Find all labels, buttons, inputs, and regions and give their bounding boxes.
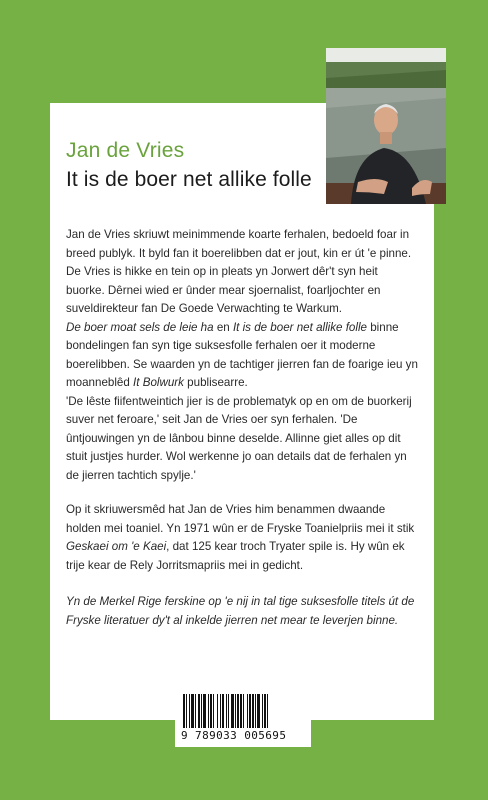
barcode-bar (231, 694, 234, 728)
barcode-bar (195, 694, 196, 728)
blurb-text (66, 226, 418, 630)
barcode-bar (203, 694, 206, 728)
barcode-bar (208, 694, 209, 728)
author-name: Jan de Vries (66, 139, 185, 162)
barcode-bar (201, 694, 202, 728)
author-photo (326, 48, 446, 204)
blurb-paragraph-bio: Jan de Vries skriuwt meinimmende koarte ferhalen, bedoeld foar in breed publyk. It byld fan it boerelibben dat er jout, kin er út 'e pinne. De Vries is hikke en tein op in pleats yn Jorwert dêr't syn heit buorke. Dêrnei wied er ûnder mear sjoernalist, foarljochter en suveldirekteur fan De Goede Verwachting te Warkum. (66, 228, 412, 315)
barcode-bar (186, 694, 187, 728)
barcode-bars (183, 694, 303, 728)
barcode-bar (210, 694, 212, 728)
barcode-bar (189, 694, 190, 728)
blurb-quote: 'De lêste fiifentweintich jier is de problematyk op en om de buorkerij suver net feroare,' seit Jan de Vries oer syn ferhalen. 'De ûntjouwingen yn de lânbou binne deselde. Allinne giet alles op dit stuit justjes hurder. Wol werkenne jo oan details dat de ferhalen yn de jierren tachtich spylje.' (66, 394, 412, 482)
barcode-bar (228, 694, 229, 728)
barcode-bar (237, 694, 239, 728)
barcode-bar (220, 694, 221, 728)
barcode-bar (257, 694, 260, 728)
barcode (175, 690, 311, 747)
barcode-bar (264, 694, 266, 728)
series-note: Yn de Merkel Rige ferskine op 'e nij in tal tige suksesfolle titels út de Fryske literatuer dy't al inkelde jierren net mear te leverjen binne. (66, 595, 415, 627)
barcode-bar (249, 694, 251, 728)
magazine-title: It Bolwurk (133, 376, 184, 389)
barcode-bar (198, 694, 200, 728)
barcode-bar (255, 694, 256, 728)
barcode-bar (213, 694, 214, 728)
barcode-bar (183, 694, 185, 728)
barcode-bar (222, 694, 224, 728)
barcode-bar (226, 694, 227, 728)
barcode-bar (240, 694, 242, 728)
isbn-number: 9 789033 005695 (181, 729, 287, 742)
book-title-reference: De boer moat sels de leie ha (66, 320, 214, 334)
barcode-bar (247, 694, 248, 728)
barcode-bar (191, 694, 194, 728)
barcode-bar (243, 694, 244, 728)
barcode-bar (267, 694, 268, 728)
book-title-reference: It is de boer net allike folle (232, 320, 367, 334)
barcode-bar (252, 694, 254, 728)
barcode-bar (235, 694, 236, 728)
barcode-bar (262, 694, 263, 728)
play-title: Geskaei om 'e Kaei (66, 540, 167, 553)
blurb-paragraph-theatre: Op it skriuwersmêd hat Jan de Vries him benammen dwaande holden mei toaniel. Yn 1971 wûn er de Fryske Toanielpriis mei it stik Geskaei om 'e Kaei, dat 125 kear troch Tryater spile is. Hy wûn ek trije kear de Rely Jorritsmapriis mei in gedicht. (66, 503, 415, 572)
blurb-paragraph-collections: De boer moat sels de leie ha en It is de boer net allike folle binne bondelingen fan syn tige suksesfolle ferhalen oer it moderne boerelibben. Se waarden yn de tachtiger jierren fan de foarige ieu yn moanneblêd It Bolwurk publisearre. (66, 320, 418, 389)
book-title: It is de boer net allike folle (66, 168, 312, 191)
barcode-bar (217, 694, 218, 728)
